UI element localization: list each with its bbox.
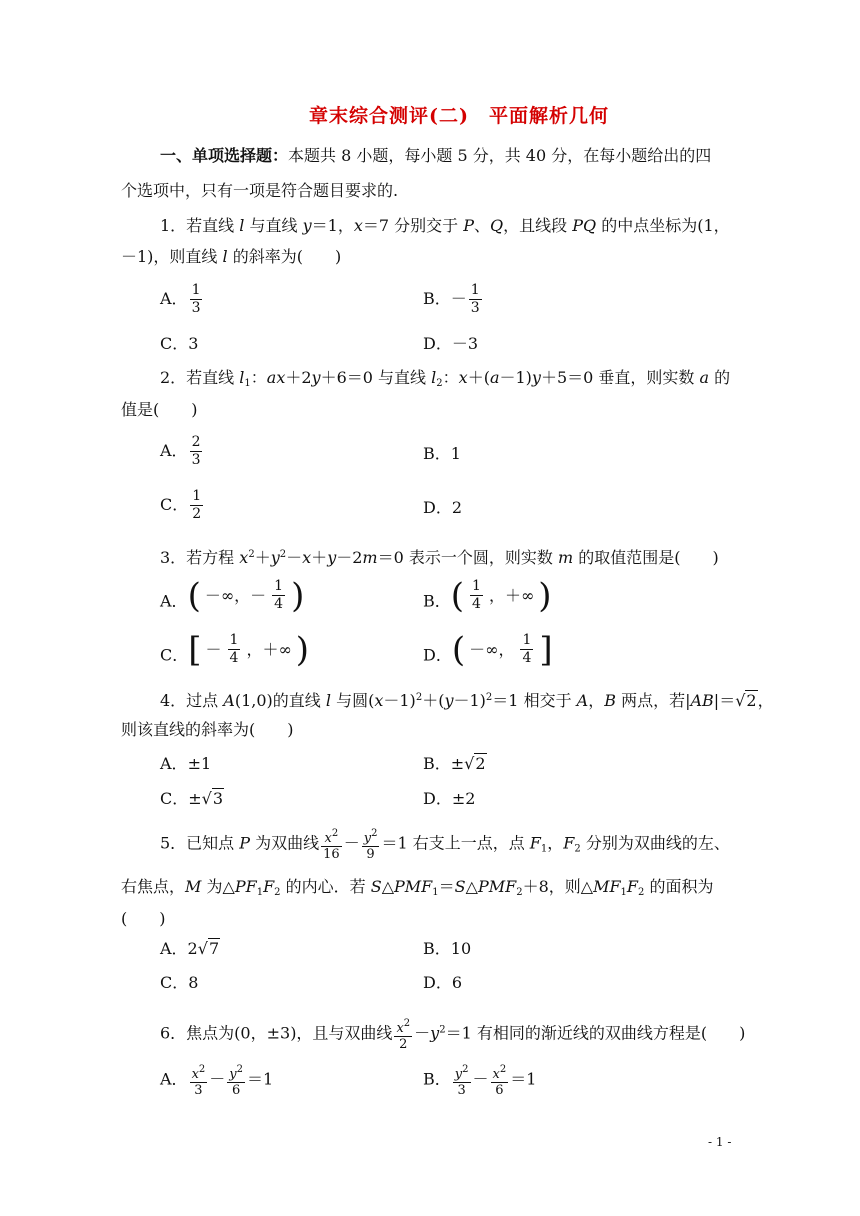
fraction: $\frac{1}{4}$ [229,632,239,666]
fraction: $\frac{y^2}{3}$ [454,1064,469,1098]
q2-option-a: A． $\frac{2}{3}$ [160,434,201,468]
fraction: $\frac{y^2}{9}$ [363,828,378,862]
section-desc-line2: 个选项中，只有一项是符合题目要求的. [121,181,399,200]
fraction: $\frac{x^2}{3}$ [191,1064,206,1098]
q3-option-b: B． ( $\frac{1}{4}$ ，＋∞ ) [423,575,552,616]
question-4-line2: 则该直线的斜率为( ) [121,720,294,739]
q4-option-d: D．±2 [423,789,476,808]
q5-option-c: C．8 [160,973,199,992]
fraction: $\frac{1}{3}$ [470,282,480,316]
question-4-line1: 4．过点 A(1,0)的直线 l 与圆$(x-1)^2+(y-1)^2=1$ 相交于 A，B 两点，若|AB|＝√2， [160,691,774,710]
section-desc-line1: 本题共 8 小题，每小题 5 分，共 40 分，在每小题给出的四 [288,146,712,165]
q6-option-a: A． $\frac{x^2}{3}$ － $\frac{y^2}{6}$ ＝1 [160,1064,274,1098]
q4-option-b: B．±√2 [423,754,486,773]
question-2-line1: 2．若直线 $l_1$：ax＋2y＋6＝0 与直线 $l_2$：x＋(a－1)y＋5＝0 垂直，则实数 a 的 [160,368,731,389]
question-3-line1: 3．若方程 $x^2+y^2-x+y-2m=0$ 表示一个圆，则实数 m 的取值范围是( ) [160,548,719,567]
fraction: $\frac{1}{3}$ [191,282,201,316]
q5-option-d: D．6 [423,973,463,992]
q2-option-b: B．1 [423,444,461,463]
q1-option-a: A． $\frac{1}{3}$ [160,282,201,316]
fraction: $\frac{2}{3}$ [191,434,201,468]
q1-option-c: C．3 [160,334,199,353]
question-1-line1: 1．若直线 l 与直线 y＝1，x＝7 分别交于 P、Q，且线段 PQ 的中点坐标为(1， [160,216,730,235]
fraction: $\frac{y^2}{6}$ [229,1064,244,1098]
question-5-line1: 5．已知点 P 为双曲线 $\frac{x^2}{16}$ － $\frac{y^2}{9}$ ＝1 右支上一点，点 $F_1$，$F_2$ 分别为双曲线的左、 [160,828,730,862]
question-6-line1: 6．焦点为(0，±3)，且与双曲线 $\frac{x^2}{2}$ $-y^2=1$ 有相同的渐近线的双曲线方程是( ) [160,1018,746,1052]
section-instructions [160,146,711,166]
q3-option-d: D． ( －∞， $\frac{1}{4}$ ] [423,629,553,670]
fraction: $\frac{1}{2}$ [192,488,202,522]
q4-option-a: A．±1 [160,754,212,773]
q1-option-d: D．－3 [423,334,479,353]
fraction: $\frac{1}{4}$ [472,578,481,612]
question-5-line2: 右焦点，M 为$\triangle PF_1F_2$ 的内心．若 $S\triangle PMF_1=S\triangle PMF_2+8$，则$\triangle MF_1F_2$ 的面积为 [121,877,714,898]
question-5-line3: ( ) [121,909,166,928]
page-title: 章末综合测评(二) 平面解析几何 [309,105,609,127]
fraction: $\frac{x^2}{6}$ [492,1064,507,1098]
question-1-line2: －1)，则直线 l 的斜率为( ) [121,247,342,266]
q4-option-c: C．±√3 [160,789,224,808]
q6-option-b: B． $\frac{y^2}{3}$ － $\frac{x^2}{6}$ ＝1 [423,1064,537,1098]
q3-option-a: A． ( －∞，－ $\frac{1}{4}$ ) [160,575,305,616]
q2-option-c: C． $\frac{1}{2}$ [160,488,202,522]
q3-option-c: C． [ － $\frac{1}{4}$ ，＋∞ ) [160,629,310,670]
q1-option-b: B．－ $\frac{1}{3}$ [423,282,480,316]
q2-option-d: D．2 [423,498,463,517]
section-heading: 一、单项选择题： [160,146,289,165]
fraction: $\frac{x^2}{16}$ [323,828,340,862]
question-2-line2: 值是( ) [121,400,198,419]
fraction: $\frac{1}{4}$ [274,578,284,612]
fraction: $\frac{x^2}{2}$ [396,1018,411,1052]
page-number: - 1 - [708,1135,732,1149]
q5-option-b: B．10 [423,939,472,958]
fraction: $\frac{1}{4}$ [522,632,532,666]
q5-option-a: A．2√7 [160,939,220,958]
